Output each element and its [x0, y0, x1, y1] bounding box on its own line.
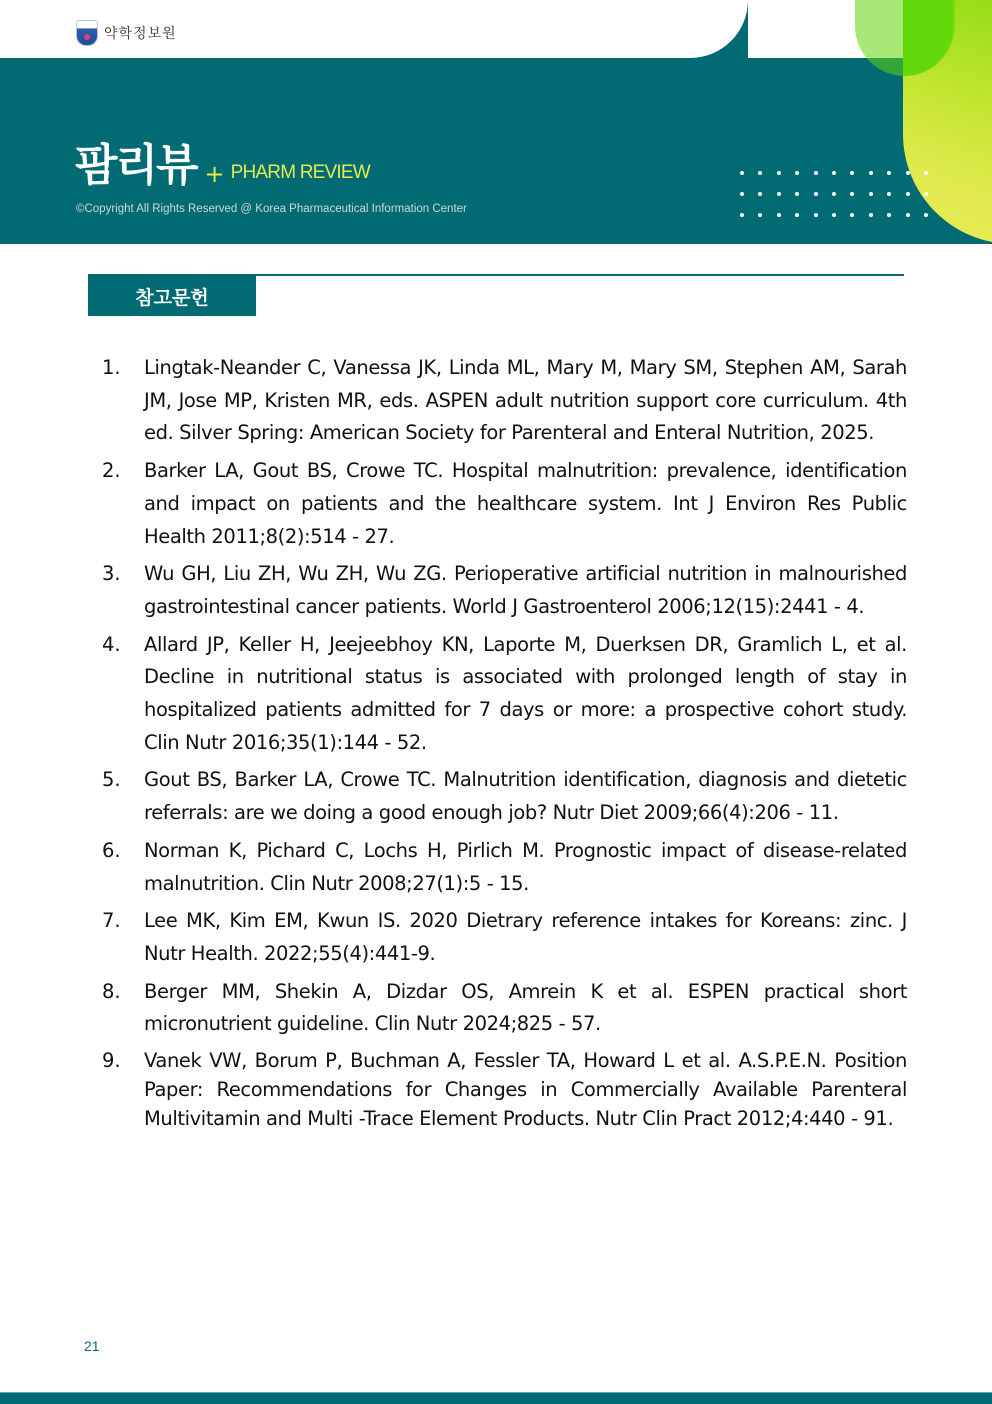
reference-item — [102, 455, 907, 553]
reference-item — [102, 629, 907, 760]
reference-text: Barker LA, Gout BS, Crowe TC. Hospital malnutrition: prevalence, identification and impact on patients and the healthcare system. Int J Environ Res Public Health 2011;8(2):514 - 27. — [144, 459, 907, 548]
reference-text: Gout BS, Barker LA, Crowe TC. Malnutrition identification, diagnosis and dietetic referrals: are we doing a good enough job? Nutr Diet 2009;66(4):206 - 11. — [144, 768, 907, 825]
title-english: PHARM REVIEW — [230, 162, 370, 183]
dot — [906, 192, 910, 196]
dot — [887, 213, 891, 217]
dot — [777, 171, 781, 175]
dot — [850, 213, 854, 217]
publication-title — [75, 140, 370, 192]
reference-text: Lingtak-Neander C, Vanessa JK, Linda ML, Mary M, Mary SM, Stephen AM, Sarah JM, Jose MP, Kristen MR, eds. ASPEN adult nutrition support core curriculum. 4th ed. Silver Spring: American Society for Parenteral and Enteral Nutrition, 2025. — [144, 356, 907, 445]
reference-item — [102, 764, 907, 829]
reference-text: Wu GH, Liu ZH, Wu ZH, Wu ZG. Perioperative artificial nutrition in malnourished gastrointestinal cancer patients. World J Gastroenterol 2006;12(15):2441 - 4. — [144, 562, 907, 618]
reference-number: 8. — [102, 979, 121, 1003]
dot — [758, 192, 762, 196]
reference-number: 4. — [102, 632, 121, 656]
reference-number: 1. — [102, 356, 121, 379]
reference-number: 5. — [102, 768, 121, 792]
shield-logo-icon — [76, 20, 98, 46]
reference-text: Lee MK, Kim EM, Kwun IS. 2020 Dietrary reference intakes for Koreans: zinc. J Nutr Health. 2022;55(4):441-9. — [144, 909, 907, 965]
dot — [850, 192, 854, 196]
dot — [795, 171, 799, 175]
reference-item — [102, 905, 907, 970]
dot — [832, 213, 836, 217]
reference-number: 6. — [102, 838, 121, 862]
dot — [869, 192, 873, 196]
dot — [758, 213, 762, 217]
reference-item — [102, 835, 907, 900]
dot — [795, 213, 799, 217]
dot — [814, 171, 818, 175]
section-heading: 참고문헌 — [88, 276, 256, 316]
reference-list — [102, 352, 907, 1138]
dot — [795, 192, 799, 196]
dot — [887, 171, 891, 175]
dot-pattern — [740, 171, 942, 217]
org-logo — [76, 20, 177, 46]
reference-text: Vanek VW, Borum P, Buchman A, Fessler TA, Howard L et al. A.S.P.E.N. Position Paper: Recommendations for Changes in Commercially Available Parenteral Multivitamin and Multi -Trace Element Products. Nutr Clin Pract 2012;4:440 - 91. — [144, 1049, 907, 1131]
dot — [777, 192, 781, 196]
title-korean: 팜리뷰 — [75, 140, 197, 191]
reference-text: Allard JP, Keller H, Jeejeebhoy KN, Laporte M, Duerksen DR, Gramlich L, et al. Decline in nutritional status is associated with prolonged length of stay in hospitalized patients admitted for 7 days or more: a prospective cohort study. Clin Nutr 2016;35(1):144 - 52. — [144, 632, 907, 754]
copyright-notice: ©Copyright All Rights Reserved @ Korea Pharmaceutical Information Center — [76, 203, 467, 215]
reference-text: Norman K, Pichard C, Lochs H, Pirlich M. Prognostic impact of disease-related malnutrition. Clin Nutr 2008;27(1):5 - 15. — [144, 838, 907, 895]
reference-number: 9. — [102, 1049, 121, 1073]
dot — [740, 192, 744, 196]
footer-bar — [0, 1392, 992, 1404]
reference-item — [102, 976, 907, 1041]
reference-number: 3. — [102, 562, 121, 586]
dot — [814, 192, 818, 196]
reference-number: 2. — [102, 459, 121, 483]
dot — [924, 213, 928, 217]
dot — [740, 171, 744, 175]
reference-item — [102, 352, 907, 450]
dot — [758, 171, 762, 175]
dot — [777, 213, 781, 217]
dot — [906, 213, 910, 217]
dot — [924, 171, 928, 175]
dot — [850, 171, 854, 175]
reference-item — [102, 558, 907, 623]
org-name: 약학정보원 — [104, 26, 177, 42]
reference-text: Berger MM, Shekin A, Dizdar OS, Amrein K et al. ESPEN practical short micronutrient guideline. Clin Nutr 2024;825 - 57. — [144, 979, 907, 1036]
plus-icon: + — [204, 160, 225, 188]
reference-number: 7. — [102, 909, 121, 933]
dot — [869, 213, 873, 217]
dot — [740, 213, 744, 217]
dot — [814, 213, 818, 217]
dot — [924, 192, 928, 196]
dot — [832, 171, 836, 175]
page-number: 21 — [84, 1338, 100, 1354]
dot — [832, 192, 836, 196]
reference-item — [102, 1046, 907, 1133]
dot — [906, 171, 910, 175]
dot — [887, 192, 891, 196]
dot — [869, 171, 873, 175]
